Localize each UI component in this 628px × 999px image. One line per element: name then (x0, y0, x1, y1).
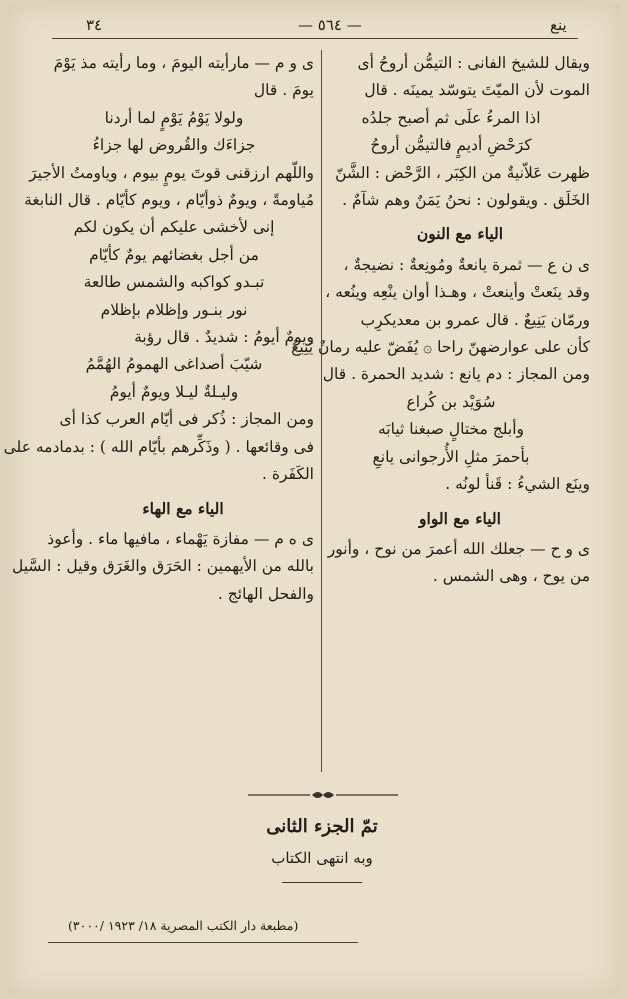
colophon-rule (282, 882, 362, 883)
text-line: وقد ينَعتْ وأينعتْ ، وهـذا أوان ينْعِه وينُعه ، (325, 283, 590, 302)
colophon-subtitle: وبه انتهى الكتاب (271, 849, 373, 867)
text-line: مُياومةً ، ويومٌ ذوأيّام ، ويوم كأيّام . قال النابغة (24, 191, 314, 210)
text-line: من يوح ، وهى الشمس . (432, 567, 590, 586)
text-line: بالله من الأيهمين : الحَرَق والغَرَق وقيل : السَّيل (12, 557, 314, 576)
verse-line: اذا المرءُ علَى ثم أصبح جلدُه (361, 108, 541, 127)
verse-line: كرَحْضِ أديمٍ فالتيمُّن أروحُ (370, 136, 532, 155)
text-line: فى وقائعها . ( وذَكِّرهم بأيّام الله ) : بدمادمه على (3, 437, 314, 456)
text-line: والفحل الهائج . (217, 584, 314, 603)
page-number-arabic-secondary: ٣٤ (86, 16, 103, 34)
left-text-column (3, 50, 314, 608)
text-line: ى و م — مارأيته اليومَ ، وما رأيته مذ يَوْمَ (53, 54, 314, 72)
book-page (3, 4, 620, 994)
text-line: ومن المجاز : دم يانع : شديد الحمرة . قال (322, 365, 590, 384)
text-line: الخَلَق . ويقولون : نحنُ يَمَنٌ وهم شآمٌ . (342, 191, 590, 210)
text-line: ى و ح — جعلك الله أعمرَ من نوح ، وأنور (327, 539, 590, 558)
footer-rule (48, 942, 358, 943)
text-line: وينَع الشيءُ : قَنأ لونُه . (445, 475, 590, 494)
verse-line: تبـدو كواكبه والشمس طالعة (83, 273, 265, 292)
section-heading: الياء مع الهاء (142, 498, 224, 518)
column-divider (321, 50, 322, 772)
section-heading: الياء مع النون (416, 224, 504, 244)
ornament-divider-icon (248, 788, 398, 802)
text-line: ويومٌ أيومُ : شديدٌ . قال رؤبة (134, 328, 314, 347)
verse-line: إنى لأخشى عليكم أن يكون لكم (73, 218, 275, 237)
text-line: ويقال للشيخ الفانى : التيمُّن أروحُ أى (357, 54, 590, 72)
text-line: واللّهم ارزقنى قوتَ يومٍ بيوم ، وياومتُ الأجيرَ (29, 163, 314, 182)
text-line: كأن على عوارضهنّ راحا ۞ يُفَضّ عليه رمانٌ يَنِيعُ (291, 338, 590, 357)
verse-line: من أجل بغضائهم يومٌ كأيّام (89, 245, 259, 264)
text-line: ورمّان يَنِيعٌ . قال عمرو بن معديكرِب (360, 310, 590, 329)
section-heading: الياء مع الواو (419, 508, 501, 528)
page-number: — ٥٦٤ — (298, 16, 362, 34)
printer-note: (مطبعة دار الكتب المصرية ١٨/ ١٩٢٣ /٣٠٠٠) (68, 918, 299, 933)
verse-line: نور بنـور وإظلام بإظلام (100, 300, 248, 319)
running-header-word: ينع (550, 16, 567, 34)
header-rule (52, 38, 578, 39)
verse-line: سُوَيْد بن كُراع (406, 392, 496, 411)
verse-line: شيّبَ أصداغى الهمومُ الهُمَّمُ (85, 355, 263, 374)
right-text-column (291, 50, 590, 591)
text-line: الكَفَرة . (262, 465, 314, 484)
text-line: يومَ . قال (253, 81, 314, 100)
text-line: ومن المجاز : ذُكر فى أيّام العرب كذا أى (59, 410, 314, 429)
text-line: ى ه م — مفازة يَهْماء ، مافيها ماء . وأعوذ (47, 529, 314, 548)
verse-line: بأحمرَ مثلِ الأُرجوانى يانعِ (372, 447, 530, 466)
text-line: الموت لأن الميّتَ يتوسّد يمينَه . قال (364, 81, 590, 100)
text-line: ظهرت عَلاّنيةٌ من الكِبَر ، الرَّحْض : الشَّنّ (335, 163, 590, 182)
colophon-title: تمّ الجزء الثانى (266, 816, 378, 837)
text-line: ى ن ع — ثمرة يانعةٌ ومُونِعةٌ : نضيجةٌ ، (343, 255, 590, 274)
verse-line: جزاءَك والقُروض لها جزاءُ (92, 136, 256, 155)
verse-line: وليـلةٌ ليـلا ويومٌ أيومُ (109, 382, 239, 401)
verse-line: وأبلج مختالٍ صبغنا ثيابَه (377, 420, 525, 439)
verse-line: ولولا يَوْمُ يَوْمٍ لما أردنا (104, 108, 244, 127)
